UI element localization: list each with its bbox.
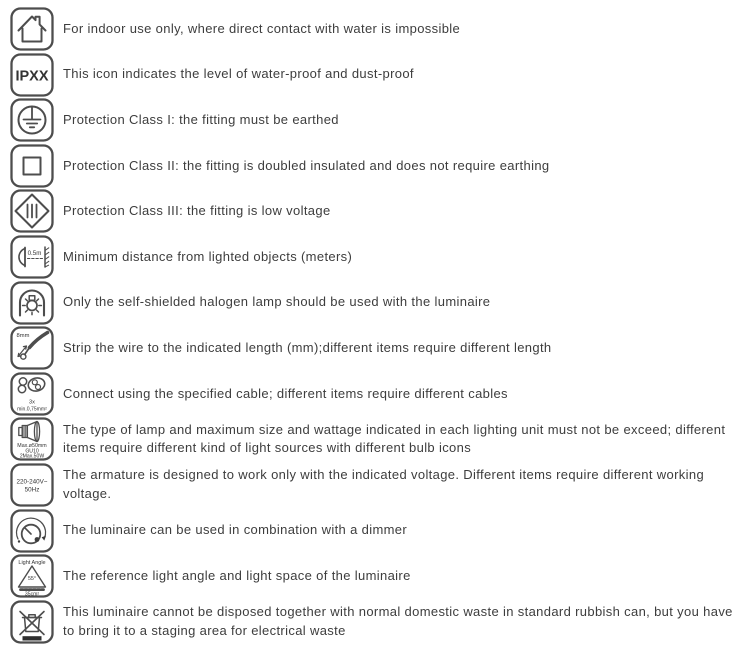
row-description: This icon indicates the level of water-proof and dust-proof: [63, 66, 414, 82]
shielded-halogen-icon: [10, 281, 54, 325]
earth-symbol-icon: [10, 98, 54, 142]
row-description: For indoor use only, where direct contact with water is impossible: [63, 20, 461, 36]
row-description: Connect using the specified cable; different items require different cables: [63, 385, 508, 401]
row-description: Only the self-shielded halogen lamp should be used with the luminaire: [63, 294, 491, 310]
voltage-rating-icon: [10, 463, 54, 507]
row-weee-disposal: [10, 600, 743, 644]
dimmer-knob-icon: [10, 509, 54, 553]
row-indoor-use: [10, 7, 743, 51]
min-distance-icon: [10, 235, 54, 279]
row-cable-spec: [10, 372, 743, 416]
light-angle-icon: [10, 554, 54, 598]
ipxx-icon: [10, 53, 54, 97]
row-protection-class-3: [10, 189, 743, 233]
icon-label: GU10: [25, 448, 39, 455]
icon-label: IPXX: [15, 68, 49, 85]
row-description: Protection Class I: the fitting must be earthed: [63, 111, 339, 127]
icon-label: 50Hz: [24, 486, 40, 494]
icon-label: 35cm²: [24, 591, 40, 598]
row-description: Protection Class II: the fitting is doubled insulated and does not require earthing: [63, 157, 550, 173]
row-ip-rating: [10, 53, 743, 97]
cable-cross-section-icon: [10, 372, 54, 416]
row-description: Minimum distance from lighted objects (meters): [63, 248, 353, 264]
row-lamp-type: [10, 417, 743, 461]
row-min-distance: [10, 235, 743, 279]
weee-crossed-bin-icon: [10, 600, 54, 644]
row-protection-class-1: [10, 98, 743, 142]
row-protection-class-2: [10, 144, 743, 188]
row-description: This luminaire cannot be disposed together with normal domestic waste in standard rubbish can, but you have to bring it to a staging area for electrical waste: [63, 604, 733, 638]
spotlight-bulb-icon: [10, 417, 54, 461]
row-dimmer: [10, 509, 743, 553]
row-description: The luminaire can be used in combination with a dimmer: [63, 522, 408, 538]
row-description: The armature is designed to work only with the indicated voltage. Different items require different working voltage.: [63, 467, 705, 501]
row-strip-wire: [10, 326, 743, 370]
icon-label: Max.ø50mm: [17, 443, 47, 450]
row-description: The reference light angle and light space of the luminaire: [63, 567, 411, 583]
row-description: Strip the wire to the indicated length (mm);different items require different length: [63, 339, 552, 355]
icon-label: 55°: [27, 576, 37, 583]
row-description: The type of lamp and maximum size and wattage indicated in each lighting unit must not be exceed; different items require different kind of light sources with different bulb icons: [63, 421, 726, 456]
wire-strip-icon: [10, 326, 54, 370]
icon-label: 8mm: [16, 333, 30, 340]
icon-label: 0.5m: [27, 249, 42, 257]
icon-label: 2Max.50W: [19, 453, 45, 460]
row-voltage: [10, 463, 743, 507]
class-three-diamond-icon: [10, 189, 54, 233]
row-halogen-lamp: [10, 281, 743, 325]
icon-label: 220-240V~: [16, 478, 48, 486]
row-description: Protection Class III: the fitting is low voltage: [63, 203, 331, 219]
icon-label: 3x: [29, 399, 35, 406]
row-light-angle: [10, 554, 743, 598]
icon-label: min.0,75mm²: [17, 406, 47, 413]
icon-label: Light Angle: [18, 559, 46, 566]
indoor-use-house-icon: [10, 7, 54, 51]
double-insulated-icon: [10, 144, 54, 188]
